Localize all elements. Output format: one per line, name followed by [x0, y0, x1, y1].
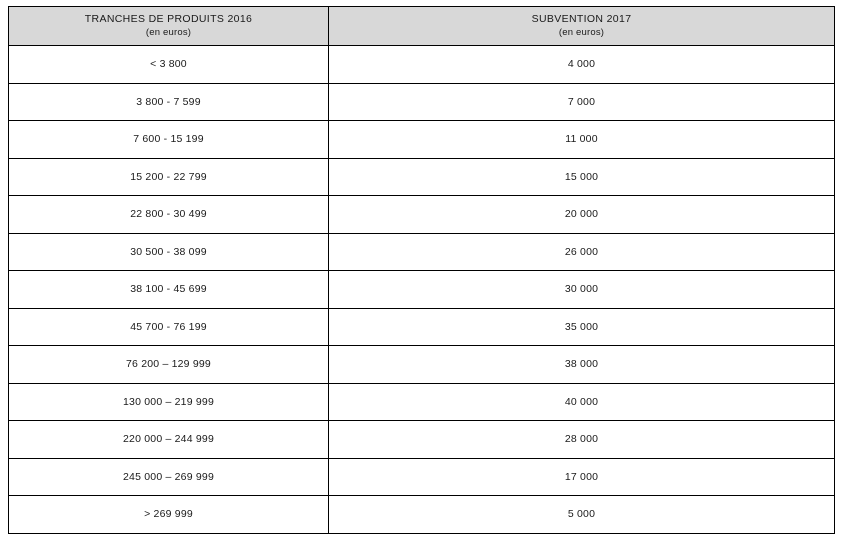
cell-range: 30 500 - 38 099: [9, 233, 329, 271]
cell-range: 45 700 - 76 199: [9, 308, 329, 346]
cell-amount: 28 000: [329, 421, 835, 459]
cell-amount: 15 000: [329, 158, 835, 196]
cell-amount: 4 000: [329, 46, 835, 84]
cell-range: 220 000 – 244 999: [9, 421, 329, 459]
cell-amount: 35 000: [329, 308, 835, 346]
table-row: [9, 421, 835, 459]
cell-range: 7 600 - 15 199: [9, 121, 329, 159]
cell-amount: 11 000: [329, 121, 835, 159]
table-row: [9, 196, 835, 234]
table-row: [9, 233, 835, 271]
cell-amount: 26 000: [329, 233, 835, 271]
cell-amount: 17 000: [329, 458, 835, 496]
cell-amount: 40 000: [329, 383, 835, 421]
table-header: [9, 7, 835, 46]
table-row: [9, 46, 835, 84]
table-row: [9, 271, 835, 309]
table-header-row: [9, 7, 835, 46]
cell-range: 3 800 - 7 599: [9, 83, 329, 121]
cell-range: 130 000 – 219 999: [9, 383, 329, 421]
table-row: [9, 83, 835, 121]
table-body: [9, 46, 835, 534]
cell-range: 38 100 - 45 699: [9, 271, 329, 309]
table-row: [9, 383, 835, 421]
column-header-tranches-main: TRANCHES DE PRODUITS 2016: [84, 13, 253, 25]
cell-amount: 20 000: [329, 196, 835, 234]
cell-amount: 5 000: [329, 496, 835, 534]
column-header-subvention: [329, 7, 835, 46]
column-header-subvention-main: SUBVENTION 2017: [531, 13, 632, 25]
cell-range: 76 200 – 129 999: [9, 346, 329, 384]
cell-range: 22 800 - 30 499: [9, 196, 329, 234]
table-row: [9, 121, 835, 159]
table-row: [9, 346, 835, 384]
column-header-tranches-sub: (en euros): [145, 27, 192, 39]
column-header-subvention-sub: (en euros): [558, 27, 605, 39]
table-row: [9, 158, 835, 196]
subvention-table: [8, 6, 835, 534]
cell-amount: 38 000: [329, 346, 835, 384]
table-row: [9, 458, 835, 496]
cell-range: 15 200 - 22 799: [9, 158, 329, 196]
cell-range: > 269 999: [9, 496, 329, 534]
cell-range: 245 000 – 269 999: [9, 458, 329, 496]
table-row: [9, 308, 835, 346]
cell-amount: 7 000: [329, 83, 835, 121]
column-header-tranches: [9, 7, 329, 46]
cell-range: < 3 800: [9, 46, 329, 84]
cell-amount: 30 000: [329, 271, 835, 309]
table-row: [9, 496, 835, 534]
